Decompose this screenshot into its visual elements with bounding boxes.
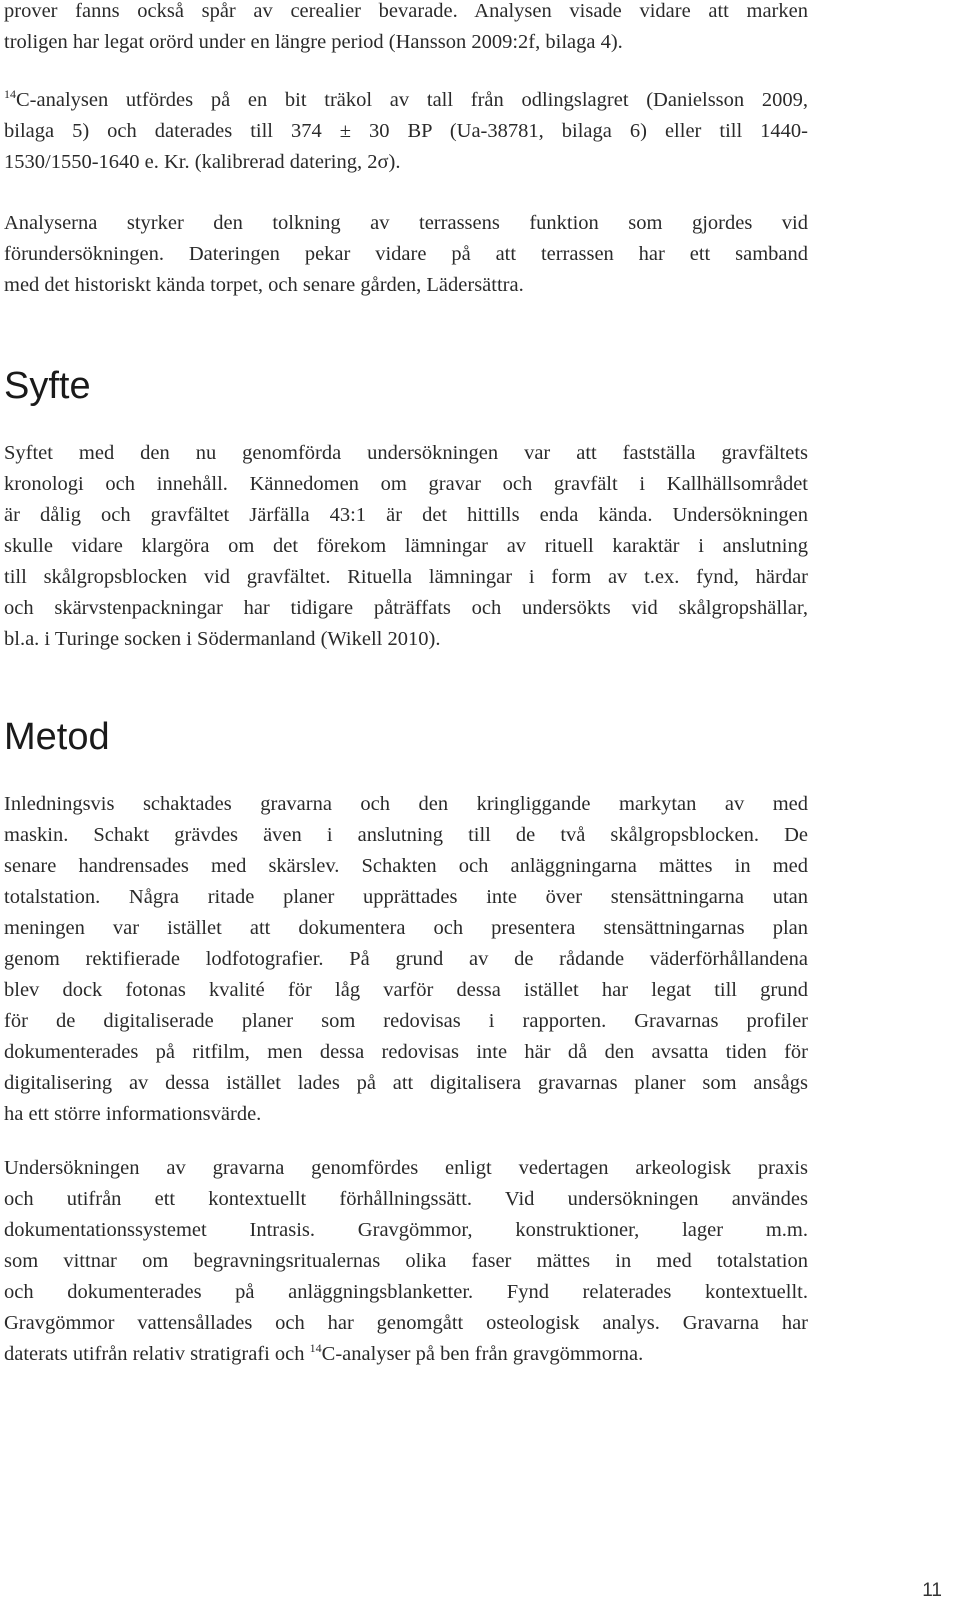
superscript-14: 14: [4, 87, 16, 101]
text-line: meningen var istället att dokumentera och presentera stensättningarnas plan: [4, 917, 808, 939]
page-number: 11: [922, 1580, 942, 1601]
text-line: till skålgropsblocken vid gravfältet. Rituella lämningar i form av t.ex. fynd, härdar: [4, 566, 808, 588]
text-line: och dokumenterades på anläggningsblanketter. Fynd relaterades kontextuellt.: [4, 1281, 808, 1303]
text-line: senare handrensades med skärslev. Schakten och anläggningarna mättes in med: [4, 855, 808, 877]
text-fragment: daterats utifrån relativ stratigrafi och: [4, 1343, 310, 1365]
text-line: maskin. Schakt grävdes även i anslutning till de två skålgropsblocken. De: [4, 824, 808, 846]
text-line: Inledningsvis schaktades gravarna och den kringliggande markytan av med: [4, 793, 808, 815]
text-line: Gravgömmor vattensållades och har genomgått osteologisk analys. Gravarna har: [4, 1312, 808, 1334]
text-line: troligen har legat orörd under en längre period (Hansson 2009:2f, bilaga 4).: [4, 31, 623, 53]
text-line: som vittnar om begravningsritualernas olika faser mättes in med totalstation: [4, 1250, 808, 1272]
text-line: bl.a. i Turinge socken i Södermanland (Wikell 2010).: [4, 628, 441, 650]
text-line: dokumenterades på ritfilm, men dessa redovisas inte här då den avsatta tiden för: [4, 1041, 808, 1063]
intro-paragraph-1: [4, 0, 808, 58]
text-line: prover fanns också spår av cerealier bevarade. Analysen visade vidare att marken: [4, 0, 808, 22]
text-line: och utifrån ett kontextuellt förhållningssätt. Vid undersökningen användes: [4, 1188, 808, 1210]
text-line: 1530/1550-1640 e. Kr. (kalibrerad datering, 2σ).: [4, 151, 401, 173]
text-line: och skärvstenpackningar har tidigare påträffats och undersökts vid skålgropshällar,: [4, 597, 808, 619]
heading-metod: Metod: [4, 716, 110, 758]
text-line: bilaga 5) och daterades till 374 ± 30 BP (Ua-38781, bilaga 6) eller till 1440-: [4, 120, 808, 142]
heading-syfte: Syfte: [4, 365, 91, 407]
intro-paragraph-2: [4, 85, 808, 178]
text-line: Syftet med den nu genomförda undersökningen var att fastställa gravfältets: [4, 442, 808, 464]
text-line: blev dock fotonas kvalité för låg varför dessa istället har legat till grund: [4, 979, 808, 1001]
text-line: Analyserna styrker den tolkning av terrassens funktion som gjordes vid: [4, 212, 808, 234]
text-line: förundersökningen. Dateringen pekar vidare på att terrassen har ett samband: [4, 243, 808, 265]
text-line: med det historiskt kända torpet, och senare gården, Lädersättra.: [4, 274, 524, 296]
text-line: skulle vidare klargöra om det förekom lämningar av rituell karaktär i anslutning: [4, 535, 808, 557]
text-fragment: C-analysen utfördes på en bit träkol av tall från odlingslagret (Danielsson 2009,: [16, 89, 808, 111]
intro-paragraph-3: [4, 208, 808, 301]
text-line: Undersökningen av gravarna genomfördes enligt vedertagen arkeologisk praxis: [4, 1157, 808, 1179]
text-line: genom rektifierade lodfotografier. På grund av de rådande väderförhållandena: [4, 948, 808, 970]
text-line: är dålig och gravfältet Järfälla 43:1 är det hittills enda kända. Undersökningen: [4, 504, 808, 526]
syfte-paragraph: [4, 438, 808, 655]
text-line: dokumentationssystemet Intrasis. Gravgömmor, konstruktioner, lager m.m.: [4, 1219, 808, 1241]
text-line: för de digitaliserade planer som redovisas i rapporten. Gravarnas profiler: [4, 1010, 808, 1032]
metod-paragraph-1: [4, 789, 808, 1130]
text-line: ha ett större informationsvärde.: [4, 1103, 262, 1125]
text-fragment: C-analyser på ben från gravgömmorna.: [321, 1343, 644, 1365]
text-line: totalstation. Några ritade planer upprättades inte över stensättningarna utan: [4, 886, 808, 908]
superscript-14: 14: [309, 1341, 322, 1355]
text-line: digitalisering av dessa istället lades på att digitalisera gravarnas planer som ansågs: [4, 1072, 808, 1094]
text-line: kronologi och innehåll. Kännedomen om gravar och gravfält i Kallhällsområdet: [4, 473, 808, 495]
text-line: [4, 85, 808, 116]
text-line: [4, 1339, 808, 1370]
metod-paragraph-2: [4, 1153, 808, 1370]
